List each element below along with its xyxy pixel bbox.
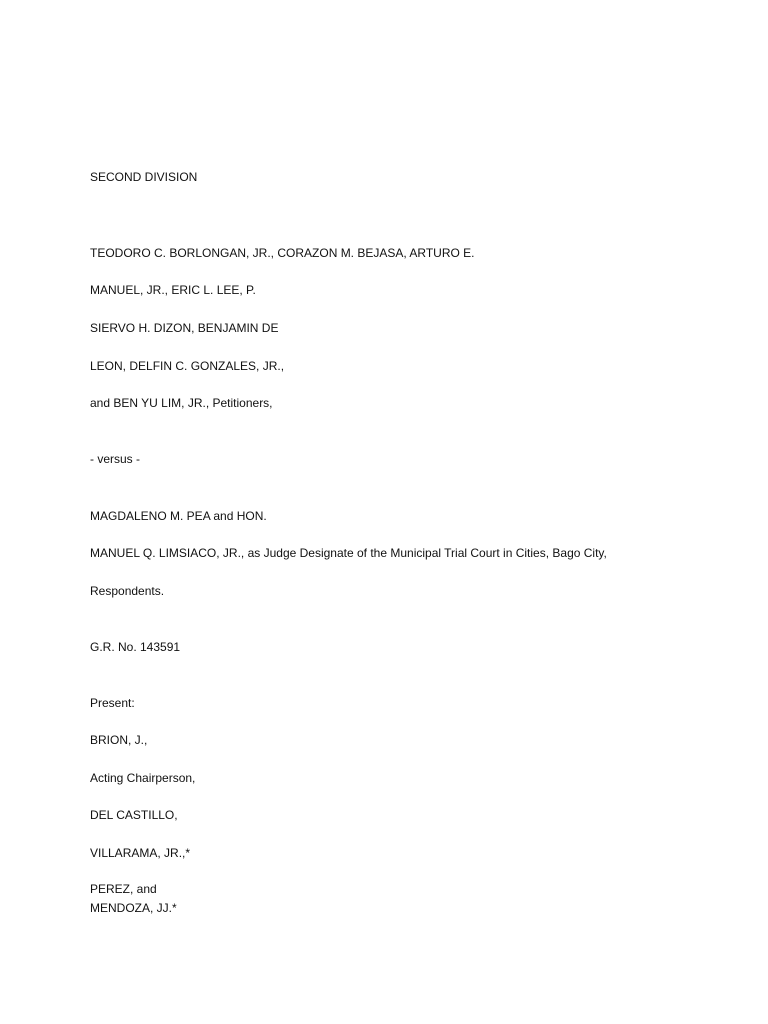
respondents-line-2: MANUEL Q. LIMSIACO, JR., as Judge Designate of the Municipal Trial Court in Cities, Bago City,	[90, 546, 607, 560]
justice-line-5: PEREZ, and	[90, 882, 157, 896]
versus-separator: - versus -	[90, 452, 141, 466]
justice-line-3: DEL CASTILLO,	[90, 808, 178, 822]
justice-line-1: BRION, J.,	[90, 733, 148, 747]
justice-line-2: Acting Chairperson,	[90, 771, 196, 785]
petitioners-line-1: TEODORO C. BORLONGAN, JR., CORAZON M. BEJASA, ARTURO E.	[90, 246, 475, 260]
division-heading: SECOND DIVISION	[90, 170, 198, 184]
respondents-line-1: MAGDALENO M. PEA and HON.	[90, 509, 267, 523]
petitioners-line-2: MANUEL, JR., ERIC L. LEE, P.	[90, 283, 256, 297]
petitioners-line-3: SIERVO H. DIZON, BENJAMIN DE	[90, 321, 279, 335]
justice-line-6: MENDOZA, JJ.*	[90, 901, 177, 915]
petitioners-line-4: LEON, DELFIN C. GONZALES, JR.,	[90, 359, 285, 373]
present-label: Present:	[90, 696, 135, 710]
justice-line-4: VILLARAMA, JR.,*	[90, 846, 191, 860]
gr-number: G.R. No. 143591	[90, 640, 181, 654]
respondents-line-3: Respondents.	[90, 584, 165, 598]
petitioners-line-5: and BEN YU LIM, JR., Petitioners,	[90, 396, 273, 410]
